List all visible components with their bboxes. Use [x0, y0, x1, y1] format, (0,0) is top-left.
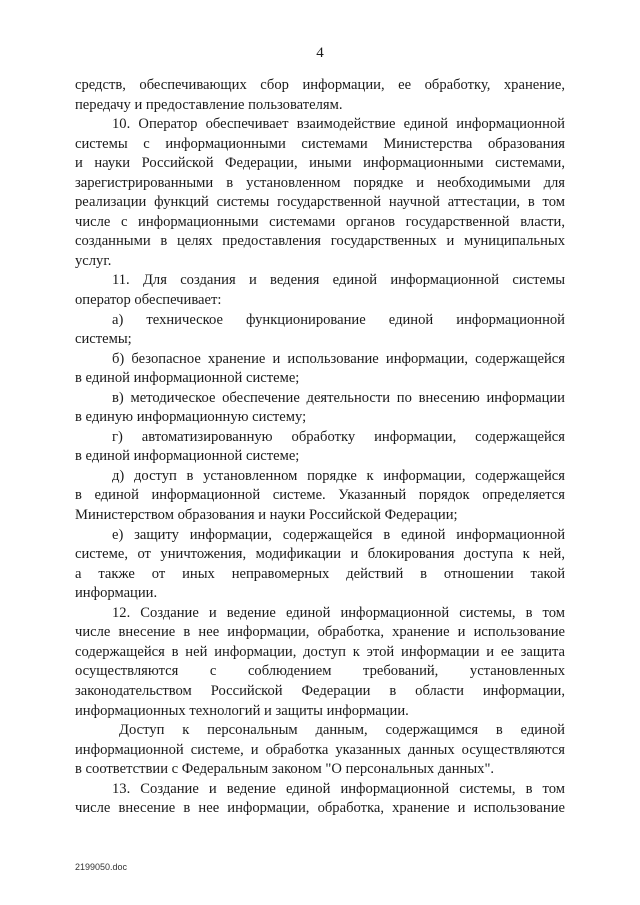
text-line: Доступ к персональным данным, содержащимся в единой	[119, 722, 565, 739]
text-line: числе внесение в нее информации, обработка, хранение и использование	[75, 624, 565, 641]
text-line: системы;	[75, 331, 132, 348]
text-line: 10. Оператор обеспечивает взаимодействие единой информационной	[112, 116, 565, 133]
text-line: законодательством Российской Федерации в области информации,	[75, 682, 565, 699]
text-line: д) доступ в установленном порядке к информации, содержащейся	[112, 467, 565, 484]
text-line: 13. Создание и ведение единой информационной системы, в том	[112, 780, 565, 797]
text-line: б) безопасное хранение и использование информации, содержащейся	[112, 350, 565, 367]
text-line: информационной системе, и обработка указанных данных осуществляются	[75, 741, 565, 758]
file-name-footer: 2199050.doc	[75, 862, 128, 872]
text-line: числе с информационными системами органов государственной власти,	[75, 213, 565, 230]
text-line: в единой информационной системе;	[75, 448, 300, 465]
text-line: системы с информационными системами Министерства образования	[75, 135, 565, 152]
text-line: г) автоматизированную обработку информации, содержащейся	[112, 428, 565, 445]
text-line: системе, от уничтожения, модификации и блокирования доступа к ней,	[75, 546, 565, 563]
text-line: в единой информационной системе;	[75, 370, 300, 387]
text-line: в единую информационную систему;	[75, 409, 307, 426]
text-line: 11. Для создания и ведения единой информационной системы	[112, 272, 565, 289]
text-line: а) техническое функционирование единой информационной	[112, 311, 565, 328]
text-line: средств, обеспечивающих сбор информации, ее обработку, хранение,	[75, 77, 565, 93]
page-number: 4	[316, 45, 324, 61]
text-line: в) методическое обеспечение деятельности по внесению информации	[112, 389, 565, 406]
text-line: информационных технологий и защиты информации.	[75, 702, 409, 719]
text-line: информации.	[75, 585, 158, 602]
text-line: содержащейся в ней информации, доступ к этой информации и ее защита	[75, 643, 565, 660]
text-line: оператор обеспечивает:	[75, 292, 222, 309]
text-line: 12. Создание и ведение единой информационной системы, в том	[112, 604, 565, 621]
text-line: в единой информационной системе. Указанный порядок определяется	[75, 487, 565, 504]
text-line: а также от иных неправомерных действий в отношении такой	[75, 565, 565, 582]
text-line: зарегистрированными в установленном порядке и необходимыми для	[75, 174, 565, 191]
text-line: осуществляются с соблюдением требований, установленных	[75, 663, 565, 680]
text-line: числе внесение в нее информации, обработка, хранение и использование	[75, 800, 565, 817]
text-line: реализации функций системы государственной научной аттестации, в том	[75, 194, 565, 211]
text-line: е) защиту информации, содержащейся в единой информационной	[112, 526, 565, 543]
text-line: и науки Российской Федерации, иными информационными системами,	[75, 155, 565, 172]
text-line: Министерством образования и науки Российской Федерации;	[75, 507, 458, 524]
text-line: созданными в целях предоставления государственных и муниципальных	[75, 233, 565, 250]
document-body	[75, 76, 565, 819]
text-line: в соответствии с Федеральным законом "О персональных данных".	[75, 761, 495, 778]
text-line: услуг.	[75, 252, 112, 269]
text-line: передачу и предоставление пользователям.	[75, 96, 343, 113]
